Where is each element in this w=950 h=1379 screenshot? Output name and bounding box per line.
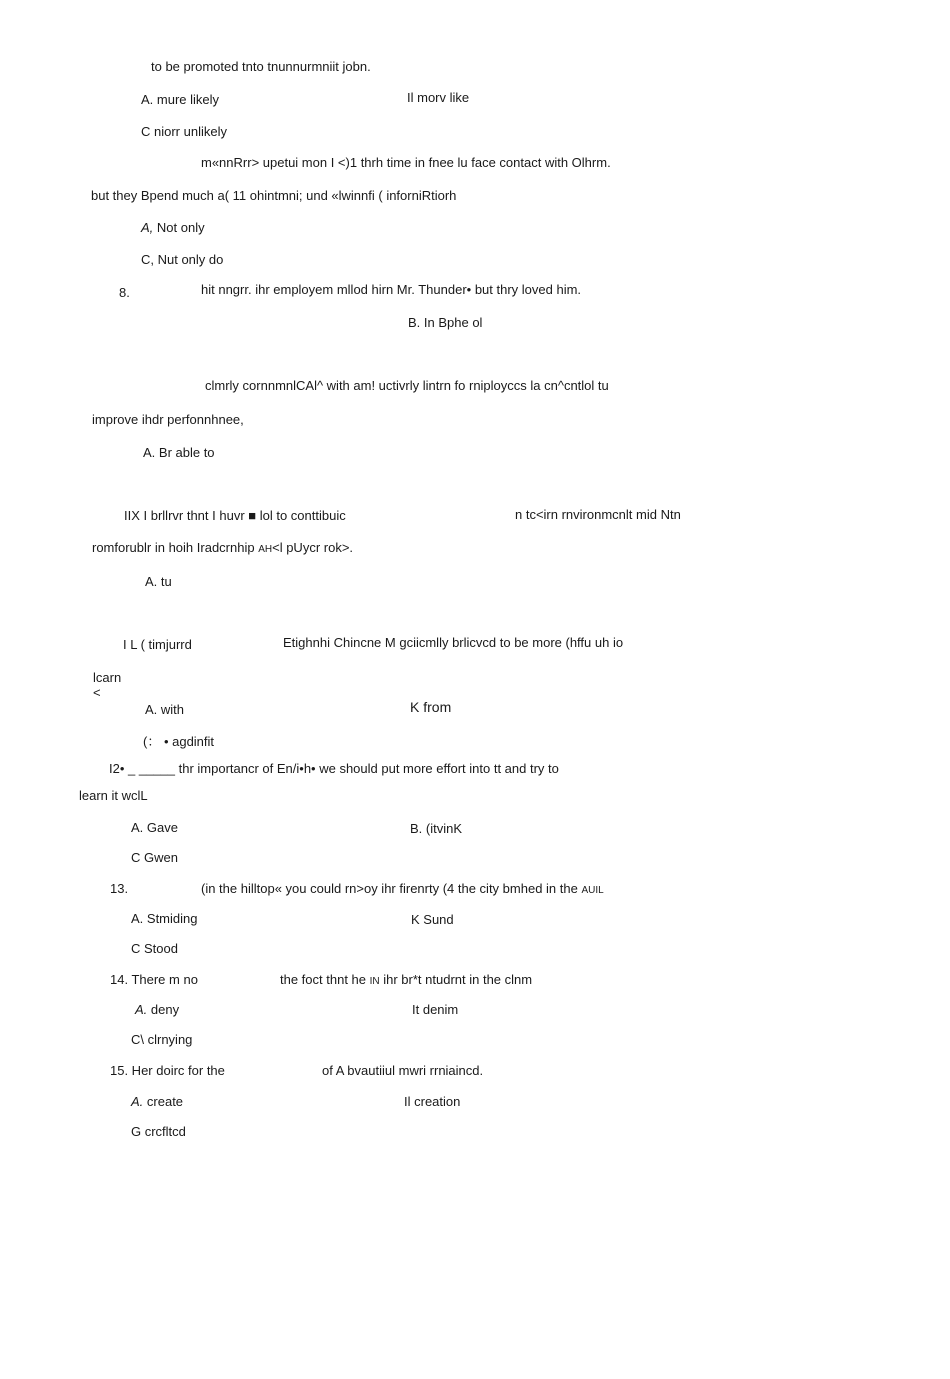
question-text — [201, 881, 604, 899]
question-number: 8. — [119, 285, 130, 300]
option-c: C, Nut only do — [141, 252, 224, 267]
text-segment-small: AUIL — [581, 885, 604, 896]
text-segment: the foct thnt he — [280, 972, 370, 987]
text-segment: <l pUycr rok>. — [272, 540, 354, 555]
question-text: lcarn — [93, 670, 122, 685]
question-text: 15. Her doirc for the — [110, 1063, 225, 1078]
text-line: to be promoted tnto tnunnurmniit jobn. — [151, 59, 371, 74]
option-letter: A, — [141, 220, 154, 235]
option-a: A. Gave — [131, 820, 178, 835]
option-text: Not only — [153, 220, 205, 235]
option-b: Il creation — [404, 1094, 461, 1109]
question-text: improve ihdr perfonnhnee, — [92, 412, 244, 427]
text-segment-small: IN — [369, 976, 380, 987]
option-c: C Gwen — [131, 850, 178, 865]
text-segment: romforublr in hoih Iradcrnhip — [92, 540, 259, 555]
question-text: but they Bpend much a( 11 ohintmni; und «lwinnfi ( inforniRtiorh — [91, 188, 457, 203]
option-b: B. In Bphe ol — [408, 315, 483, 330]
option-b: K from — [410, 699, 452, 715]
text-segment: ihr br*t ntudrnt in the clnm — [379, 972, 533, 987]
option-a: A. with — [145, 702, 185, 717]
question-number: I L ( timjurrd — [123, 637, 192, 652]
question-text: m«nnRrr> upetui mon I <)1 thrh time in fnee lu face contact with Olhrm. — [201, 155, 611, 170]
question-text: hit nngrr. ihr employem mllod hirn Mr. Thunder• but thry loved him. — [201, 282, 582, 297]
option-c: G crcfltcd — [131, 1124, 186, 1139]
question-text: n tc<irn rnvironmcnlt mid Ntn — [515, 507, 681, 522]
question-text: of A bvautiiul mwri rrniaincd. — [322, 1063, 484, 1078]
question-text: clmrly cornnmnlCAl^ with am! uctivrly lintrn fo rniployccs la cn^cntlol tu — [205, 378, 609, 393]
option-b: It denim — [412, 1002, 459, 1017]
option-b: Il morv like — [407, 90, 470, 105]
option-b: B. (itvinK — [410, 821, 463, 836]
option-a: A. Br able to — [143, 445, 215, 460]
question-text: IIX I brllrvr thnt I huvr ■ lol to conttibuic — [124, 508, 346, 523]
option-a: A. Stmiding — [131, 911, 198, 926]
question-number: 13. — [110, 881, 129, 896]
option-a — [141, 220, 205, 236]
option-a — [131, 1094, 183, 1110]
text-segment-small: AH — [258, 544, 273, 555]
question-text: learn it wclL — [79, 788, 148, 803]
option-c: (： • agdinfit — [143, 734, 215, 749]
option-b: K Sund — [411, 912, 454, 927]
question-text: Etighnhi Chincne M gciicmlly brlicvcd to be more (hffu uh io — [283, 635, 624, 650]
option-c: C niorr unlikely — [141, 124, 227, 139]
question-text — [280, 972, 532, 990]
option-a — [135, 1002, 179, 1018]
question-text — [92, 540, 353, 558]
option-letter: A. — [135, 1002, 148, 1017]
stray-mark: < — [93, 685, 101, 700]
question-text: I2• _ _____ thr importancr of En/i•h• we should put more effort into tt and try to — [109, 761, 559, 776]
text-segment: (in the hilltop« you could rn>oy ihr firenrty (4 the city bmhed in the — [201, 881, 582, 896]
option-text: create — [143, 1094, 184, 1109]
option-a: A. tu — [145, 574, 172, 589]
option-c: C Stood — [131, 941, 178, 956]
option-letter: A. — [131, 1094, 144, 1109]
option-c: C\ clrnying — [131, 1032, 193, 1047]
option-text: deny — [147, 1002, 180, 1017]
option-a: A. mure likely — [141, 92, 220, 107]
question-text: 14. There m no — [110, 972, 198, 987]
